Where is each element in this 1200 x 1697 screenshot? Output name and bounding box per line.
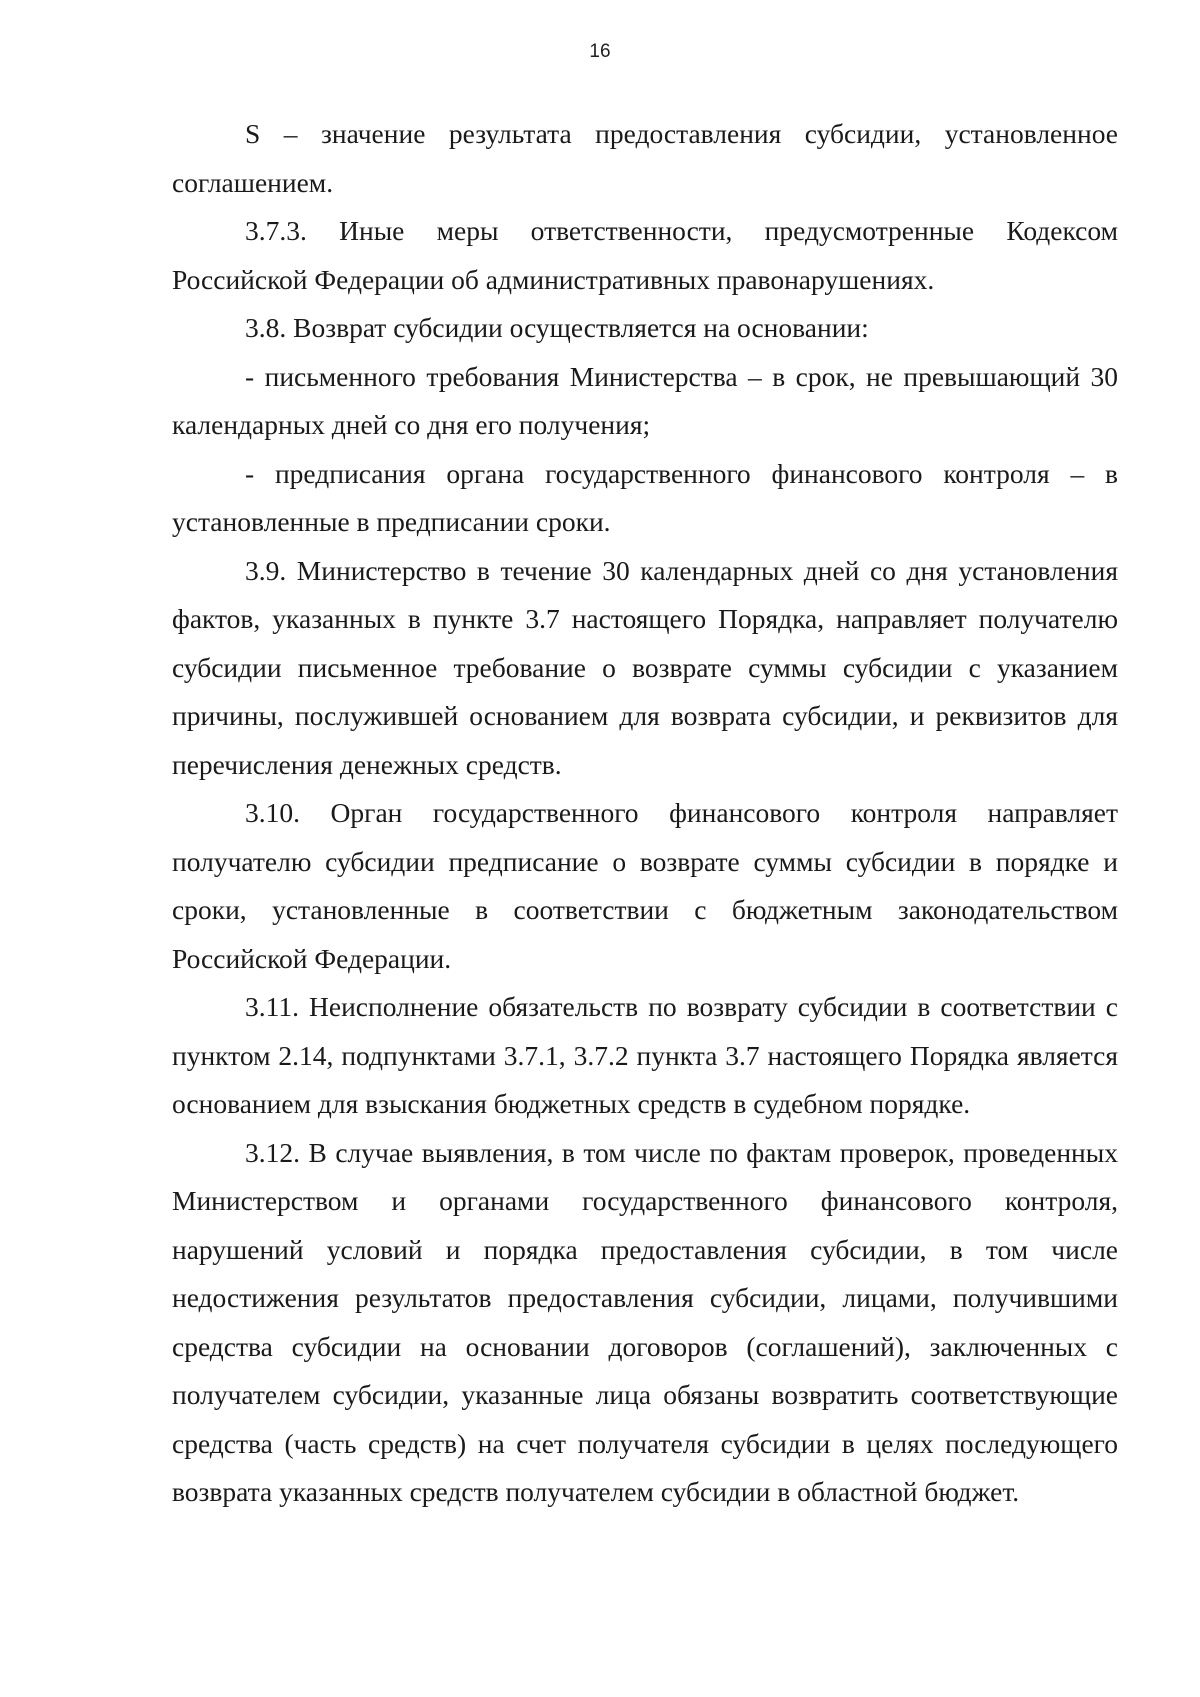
paragraph-3-8: 3.8. Возврат субсидии осуществляется на основании: bbox=[245, 312, 869, 343]
document-body bbox=[172, 110, 1118, 1517]
list-item-written-demand: - письменного требования Министерства – в срок, не превышающий 30 календарных дней со дня его получения; bbox=[172, 360, 1118, 440]
paragraph-3-10: 3.10. Орган государственного финансового контроля направляет получателю субсидии предписание о возврате суммы субсидии в порядке и сроки, установленные в соответствии с бюджетным законодательством Российской Федерации. bbox=[172, 797, 1118, 974]
page-number: 16 bbox=[589, 41, 611, 62]
paragraph-3-11: 3.11. Неисполнение обязательств по возврату субсидии в соответствии с пунктом 2.14, подпунктами 3.7.1, 3.7.2 пункта 3.7 настоящего Порядка является основанием для взыскания бюджетных средств в судебном порядке. bbox=[172, 991, 1118, 1119]
paragraph-3-12: 3.12. В случае выявления, в том числе по фактам проверок, проведенных Министерством и органами государственного финансового контроля, нарушений условий и порядка предоставления субсидии, в том числе недостижения результатов предоставления субсидии, лицами, получившими средства субсидии на основании договоров (соглашений), заключенных с получателем субсидии, указанные лица обязаны возвратить соответствующие средства (часть средств) на счет получателя субсидии в целях последующего возврата указанных средств получателем субсидии в областной бюджет. bbox=[172, 1136, 1118, 1507]
paragraph-s-definition: S – значение результата предоставления субсидии, установленное соглашением. bbox=[172, 118, 1118, 198]
paragraph-3-9: 3.9. Министерство в течение 30 календарных дней со дня установления фактов, указанных в пункте 3.7 настоящего Порядка, направляет получателю субсидии письменное требование о возврате суммы субсидии с указанием причины, послужившей основанием для возврата субсидии, и реквизитов для перечисления денежных средств. bbox=[172, 554, 1118, 780]
paragraph-3-7-3: 3.7.3. Иные меры ответственности, предусмотренные Кодексом Российской Федерации об административных правонарушениях. bbox=[172, 215, 1118, 295]
list-item-control-order: - предписания органа государственного финансового контроля – в установленные в предписании сроки. bbox=[172, 457, 1118, 537]
